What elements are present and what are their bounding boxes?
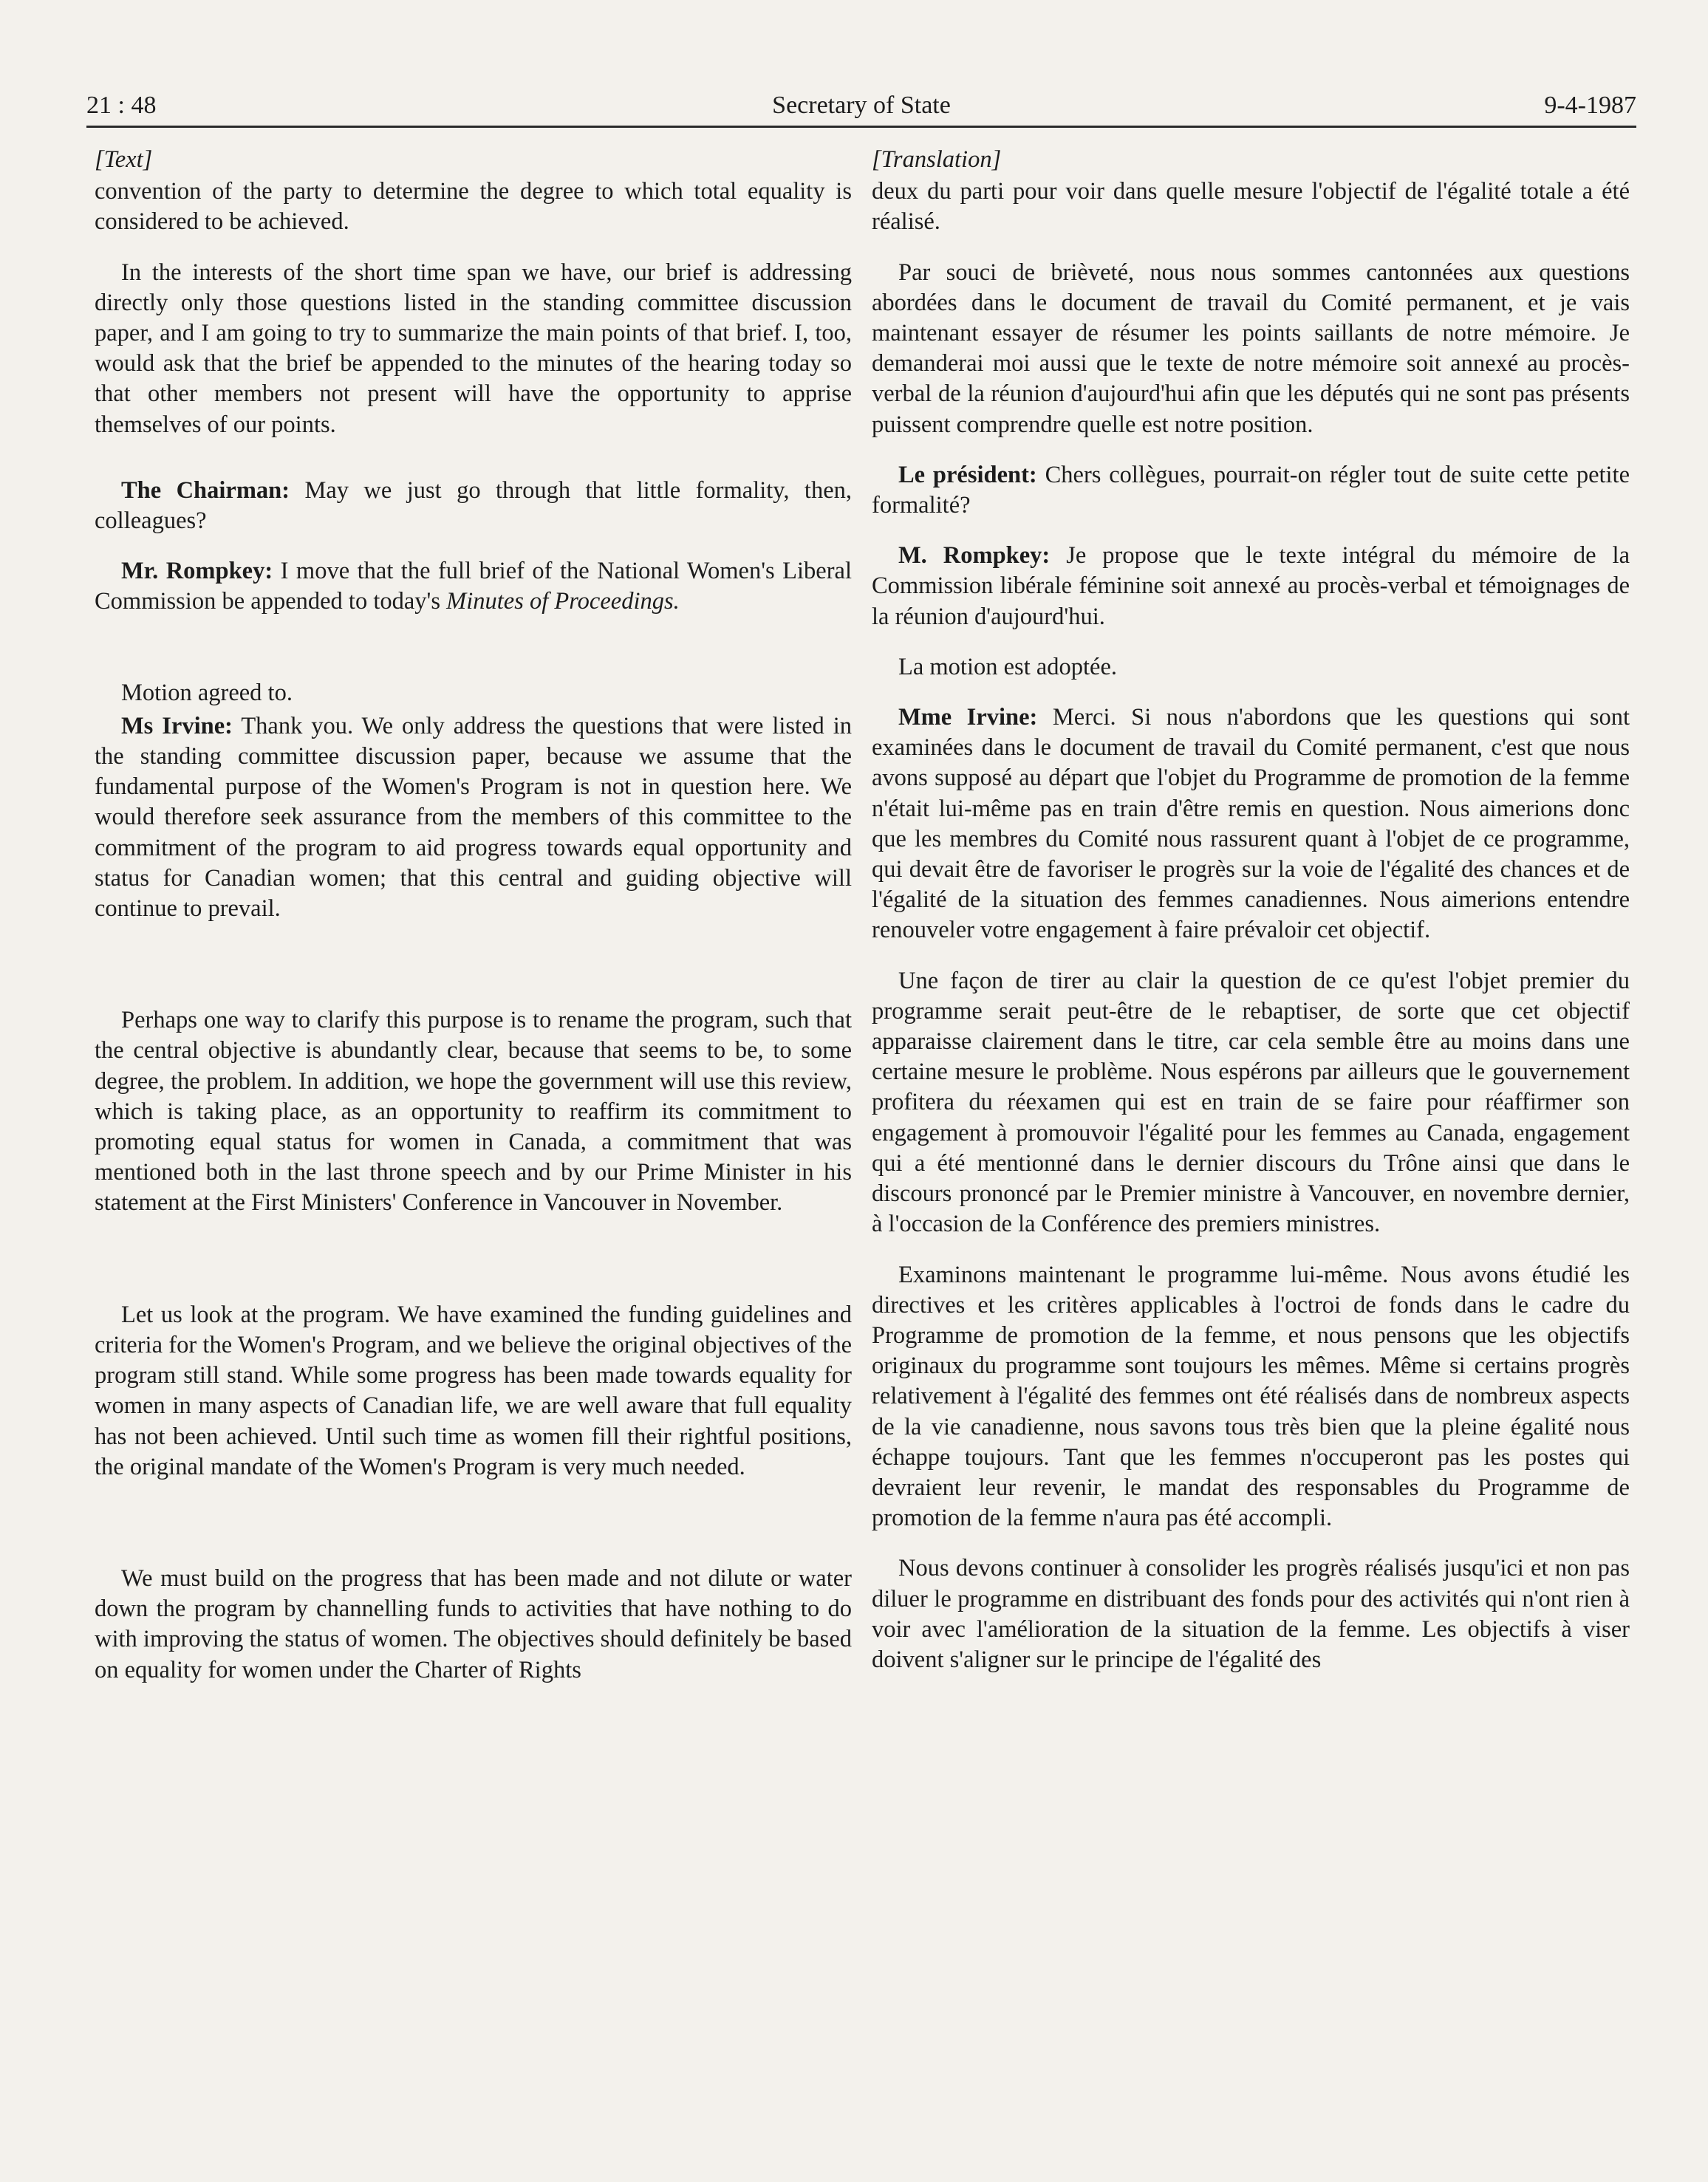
column-label: [Translation] [872, 146, 1002, 173]
speech-text: May we just go through that little formality, then, colleagues? [95, 476, 852, 535]
speech-text: Je propose que le texte intégral du mémoire de la Commission libérale féminine soit annexé au procès-verbal et témoignages de la réunion d'aujourd'hui. [872, 542, 1630, 630]
speaker-name: The Chairman: [121, 476, 290, 504]
page-number: 21 : 48 [86, 92, 157, 119]
paragraph: Let us look at the program. We have examined the funding guidelines and criteria for the Women's Program, and we believe the original objectives of the program still stand. While some progress has been made towards equality for women in many aspects of Canadian life, we are well aware that full equality has not been achieved. Until such time as women fill their rightful positions, the original mandate of the Women's Program is very much needed. [95, 1301, 852, 1480]
paragraph: Nous devons continuer à consolider les progrès réalisés jusqu'ici et non pas diluer le programme en distribuant des fonds pour des activités qui n'ont rien à voir avec l'amélioration de la situation de la femme. Les objectifs à viser doivent s'aligner sur le principe de l'égalité des [872, 1555, 1630, 1673]
french-column [872, 145, 1630, 1695]
paragraph: deux du parti pour voir dans quelle mesure l'objectif de l'égalité totale a été réalisé. [872, 178, 1630, 236]
english-column [95, 145, 852, 1706]
paragraph [872, 460, 1630, 521]
paragraph [872, 541, 1630, 632]
paragraph: We must build on the progress that has been made and not dilute or water down the program by channelling funds to activities that have nothing to do with improving the status of women. The objectives should definitely be based on equality for women under the Charter of Rights [95, 1564, 852, 1683]
speaker-name: Le président: [898, 461, 1037, 488]
paragraph: Motion agreed to. [121, 679, 293, 706]
paragraph [95, 711, 852, 924]
speaker-name: Mme Irvine: [898, 704, 1038, 731]
speaker-name: Ms Irvine: [121, 712, 233, 739]
paragraph: Par souci de brièveté, nous nous sommes cantonnées aux questions abordées dans le document de travail du Comité permanent, et je vais maintenant essayer de résumer les points saillants de notre mémoire. Je demanderai moi aussi que le texte de notre mémoire soit annexé au procès-verbal de la réunion d'aujourd'hui afin que les députés qui ne sont pas présents puissent comprendre quelle est notre position. [872, 259, 1630, 438]
paragraph [95, 476, 852, 536]
page-header [86, 84, 1636, 128]
paragraph: In the interests of the short time span we have, our brief is addressing directly only those questions listed in the standing committee discussion paper, and I am going to try to summarize the main points of that brief. I, too, would ask that the brief be appended to the minutes of the hearing today so that other members not present will have the opportunity to apprise themselves of our points. [95, 259, 852, 438]
header-date: 9-4-1987 [1544, 92, 1636, 119]
speech-text: Chers collègues, pourrait-on régler tout de suite cette petite formalité? [872, 461, 1630, 519]
paragraph: Examinons maintenant le programme lui-même. Nous avons étudié les directives et les critères applicables à l'octroi de fonds dans le cadre du Programme de promotion de la femme, et nous pensons que les objectifs originaux du programme sont toujours les mêmes. Même si certains progrès relativement à l'égalité des femmes ont été réalisés dans de nombreux aspects de la vie canadienne, nous savons tous très bien que la pleine égalité nous échappe toujours. Tant que les femmes n'occuperont pas les postes qui devraient leur revenir, le mandat des responsables du Programme de promotion de la femme n'aura pas été accompli. [872, 1261, 1630, 1532]
italic-title: Minutes of Proceedings. [446, 588, 680, 615]
paragraph: La motion est adoptée. [898, 653, 1118, 680]
running-title: Secretary of State [772, 92, 951, 119]
speech-text: I move that the full brief of the National Women's Liberal Commission be appended to today's [95, 558, 853, 615]
paragraph: Une façon de tirer au clair la question de ce qu'est l'objet premier du programme serait peut-être de le rebaptiser, de sorte que cet objectif apparaisse clairement dans le titre, car cela semble être au moins dans une certaine mesure le problème. Nous espérons par ailleurs que le gouvernement profitera du réexamen qui est en train de se faire pour réaffirmer son engagement à promouvoir l'égalité pour les femmes au Canada, engagement qui a été mentionné dans le dernier discours du Trône ainsi que dans le discours prononcé par le Premier ministre à Vancouver, en novembre dernier, à l'occasion de la Conférence des premiers ministres. [872, 967, 1630, 1238]
speech-text: Merci. Si nous n'abordons que les questions qui sont examinées dans le document de travail du Comité permanent, c'est que nous avons supposé au départ que l'objet du Programme de promotion de la femme n'était lui-même pas en train d'être remis en question. Nous aimerions donc que les membres du Comité nous rassurent quant à l'objet de ce programme, qui devait être de favoriser le progrès sur la voie de l'égalité des chances et de l'égalité de la situation des femmes canadiennes. Nous aimerions entendre renouveler votre engagement à faire prévaloir cet objectif. [872, 704, 1630, 944]
paragraph [95, 556, 852, 617]
paragraph: convention of the party to determine the degree to which total equality is considered to be achieved. [95, 178, 852, 236]
speaker-name: Mr. Rompkey: [121, 558, 273, 585]
column-label: [Text] [95, 146, 153, 173]
paragraph: Perhaps one way to clarify this purpose is to rename the program, such that the central objective is abundantly clear, because that seems to be, to some degree, the problem. In addition, we hope the government will use this review, which is taking place, as an opportunity to reaffirm its commitment to promoting equal status for women in Canada, a commitment that was mentioned both in the last throne speech and by our Prime Minister in his statement at the First Ministers' Conference in Vancouver in November. [95, 1007, 852, 1217]
speaker-name: M. Rompkey: [898, 542, 1051, 570]
paragraph [872, 702, 1630, 946]
speech-text: Thank you. We only address the questions that were listed in the standing committee discussion paper, because we assume that the fundamental purpose of the Women's Program is not in question here. We would therefore seek assurance from the members of this committee to the commitment of the program to aid progress towards equal opportunity and status for Canadian women; that this central and guiding objective will continue to prevail. [95, 712, 852, 923]
